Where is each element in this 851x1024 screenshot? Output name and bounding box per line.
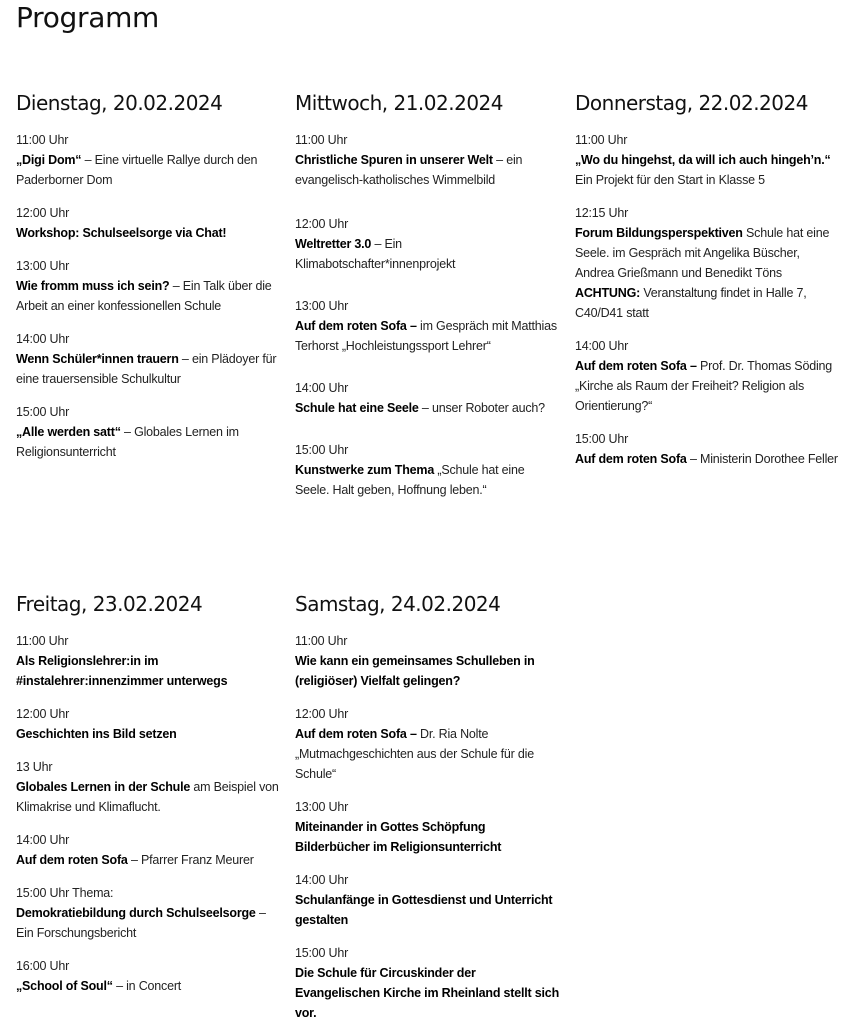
event-time: 12:15 Uhr — [575, 206, 629, 220]
event-time: 14:00 Uhr — [16, 332, 70, 346]
event-title: Demokratiebildung durch Schulseelsorge — [16, 906, 256, 920]
program-event — [16, 757, 286, 817]
event-description — [295, 316, 560, 356]
event-time: 14:00 Uhr — [295, 873, 349, 887]
event-title: Wie fromm muss ich sein? — [16, 279, 170, 293]
program-event — [16, 956, 286, 996]
event-description — [16, 724, 286, 744]
event-notice-text: Veranstaltung findet in Halle 7, C40/D41 statt — [575, 286, 807, 320]
day-heading: Samstag, 24.02.2024 — [295, 592, 501, 616]
day-column-freitag — [16, 591, 286, 996]
event-time: 11:00 Uhr — [295, 634, 348, 648]
event-text: – unser Roboter auch? — [418, 401, 545, 415]
event-title: „Alle werden satt“ — [16, 425, 121, 439]
event-description — [295, 963, 560, 1023]
event-text: am Beispiel von Klimakrise und Klimaflucht. — [16, 780, 279, 814]
event-time: 11:00 Uhr — [295, 133, 348, 147]
program-event — [16, 256, 286, 316]
event-title: „School of Soul“ — [16, 979, 113, 993]
day-column-dienstag — [16, 90, 286, 462]
program-event — [575, 336, 841, 416]
event-time: 12:00 Uhr — [295, 707, 349, 721]
event-list — [16, 631, 286, 996]
event-notice-label: ACHTUNG: — [575, 286, 641, 300]
event-title: Wenn Schüler*innen trauern — [16, 352, 179, 366]
event-text: Dr. Ria Nolte „Mutmachgeschichten aus der Schule für die Schule“ — [295, 727, 534, 781]
program-event — [16, 130, 286, 190]
day-heading: Freitag, 23.02.2024 — [16, 592, 203, 616]
event-title: Schulanfänge in Gottesdienst und Unterricht gestalten — [295, 893, 553, 927]
program-event — [295, 704, 560, 784]
event-list — [295, 130, 560, 500]
event-time: 12:00 Uhr — [295, 217, 349, 231]
event-description — [295, 817, 560, 857]
event-title: Auf dem roten Sofa — [575, 452, 687, 466]
event-description — [295, 724, 560, 784]
event-description — [575, 150, 841, 190]
program-event — [16, 883, 286, 943]
event-description — [295, 234, 560, 274]
event-description — [16, 349, 286, 389]
event-time: 15:00 Uhr Thema: — [16, 886, 114, 900]
event-title: Schule hat eine Seele — [295, 401, 419, 415]
event-title: Christliche Spuren in unserer Welt — [295, 153, 493, 167]
event-description — [16, 651, 286, 691]
event-title: Auf dem roten Sofa — [16, 853, 128, 867]
event-description — [16, 422, 286, 462]
program-event — [16, 203, 286, 243]
day-column-donnerstag — [575, 90, 841, 469]
event-time: 11:00 Uhr — [16, 133, 69, 147]
program-event — [295, 130, 560, 190]
event-text: Prof. Dr. Thomas Söding „Kirche als Raum der Freiheit? Religion als Orientierung?“ — [575, 359, 833, 413]
event-title: Geschichten ins Bild setzen — [16, 727, 177, 741]
event-title: „Digi Dom“ — [16, 153, 82, 167]
event-time: 11:00 Uhr — [16, 634, 69, 648]
event-description — [16, 276, 286, 316]
event-title: Auf dem roten Sofa – — [575, 359, 697, 373]
event-time: 13:00 Uhr — [295, 299, 349, 313]
event-description — [575, 223, 841, 323]
event-time: 12:00 Uhr — [16, 707, 70, 721]
event-description — [295, 890, 560, 930]
event-title: Auf dem roten Sofa – — [295, 319, 417, 333]
event-title: Weltretter 3.0 — [295, 237, 372, 251]
program-event — [575, 130, 841, 190]
event-title: Miteinander in Gottes Schöpfung Bilderbücher im Religionsunterricht — [295, 820, 502, 854]
program-event — [16, 704, 286, 744]
event-title: Die Schule für Circuskinder der Evangelischen Kirche im Rheinland stellt sich vor. — [295, 966, 559, 1020]
program-event — [295, 797, 560, 857]
day-heading: Dienstag, 20.02.2024 — [16, 91, 223, 115]
program-event — [16, 329, 286, 389]
event-time: 16:00 Uhr — [16, 959, 70, 973]
event-time: 14:00 Uhr — [16, 833, 70, 847]
event-time: 14:00 Uhr — [575, 339, 629, 353]
event-time: 15:00 Uhr — [16, 405, 70, 419]
event-list — [575, 130, 841, 469]
event-text: – Ministerin Dorothee Feller — [686, 452, 838, 466]
event-description — [16, 223, 286, 243]
event-description — [575, 449, 841, 469]
day-column-samstag — [295, 591, 560, 1023]
event-time: 13:00 Uhr — [16, 259, 70, 273]
program-event — [16, 631, 286, 691]
event-title: Als Religionslehrer:in im #instalehrer:innenzimmer unterwegs — [16, 654, 228, 688]
event-text: – ein evangelisch-katholisches Wimmelbild — [295, 153, 523, 187]
event-description — [16, 976, 286, 996]
event-text: – Ein Forschungsbericht — [16, 906, 266, 940]
event-text: – Ein Klimabotschafter*innenprojekt — [295, 237, 456, 271]
event-time: 15:00 Uhr — [295, 443, 349, 457]
program-event — [295, 378, 560, 418]
event-description — [16, 850, 286, 870]
event-description — [16, 903, 286, 943]
event-description — [575, 356, 841, 416]
event-time: 11:00 Uhr — [575, 133, 628, 147]
day-column-mittwoch — [295, 90, 560, 500]
event-title: „Wo du hingehst, da will ich auch hingeh’n.“ — [575, 153, 831, 167]
event-title: Globales Lernen in der Schule — [16, 780, 191, 794]
day-heading: Mittwoch, 21.02.2024 — [295, 91, 503, 115]
event-title: Auf dem roten Sofa – — [295, 727, 417, 741]
event-time: 15:00 Uhr — [295, 946, 349, 960]
event-text: „Schule hat eine Seele. Halt geben, Hoffnung leben.“ — [295, 463, 525, 497]
event-text: – Eine virtuelle Rallye durch den Paderborner Dom — [16, 153, 258, 187]
event-description — [16, 150, 286, 190]
day-heading: Donnerstag, 22.02.2024 — [575, 91, 808, 115]
program-event — [295, 440, 560, 500]
event-list — [16, 130, 286, 462]
event-title: Workshop: Schulseelsorge via Chat! — [16, 226, 227, 240]
event-time: 12:00 Uhr — [16, 206, 70, 220]
event-description — [295, 398, 560, 418]
event-title: Forum Bildungsperspektiven — [575, 226, 743, 240]
event-text: – ein Plädoyer für eine trauersensible Schulkultur — [16, 352, 277, 386]
event-time: 14:00 Uhr — [295, 381, 349, 395]
program-event — [295, 214, 560, 274]
event-text: – in Concert — [112, 979, 182, 993]
event-description — [16, 777, 286, 817]
event-description — [295, 460, 560, 500]
event-description — [295, 150, 560, 190]
event-text: – Globales Lernen im Religionsunterricht — [16, 425, 239, 459]
program-event — [16, 402, 286, 462]
event-title: Kunstwerke zum Thema — [295, 463, 435, 477]
program-event — [295, 943, 560, 1023]
program-event — [575, 203, 841, 323]
event-text: – Ein Talk über die Arbeit an einer konfessionellen Schule — [16, 279, 272, 313]
event-list — [295, 631, 560, 1023]
event-text: Ein Projekt für den Start in Klasse 5 — [575, 173, 765, 187]
event-time: 13 Uhr — [16, 760, 53, 774]
event-text: – Pfarrer Franz Meurer — [127, 853, 254, 867]
event-time: 15:00 Uhr — [575, 432, 629, 446]
page-title: Programm — [16, 1, 160, 34]
event-time: 13:00 Uhr — [295, 800, 349, 814]
event-title: Wie kann ein gemeinsames Schulleben in (religiöser) Vielfalt gelingen? — [295, 654, 535, 688]
program-event — [575, 429, 841, 469]
program-event — [295, 870, 560, 930]
program-event — [295, 631, 560, 691]
event-text: im Gespräch mit Matthias Terhorst „Hochleistungssport Lehrer“ — [295, 319, 557, 353]
program-event — [16, 830, 286, 870]
program-event — [295, 296, 560, 356]
event-description — [295, 651, 560, 691]
event-text: Schule hat eine Seele. im Gespräch mit Angelika Büscher, Andrea Grießmann und Benedikt Töns — [575, 226, 830, 280]
